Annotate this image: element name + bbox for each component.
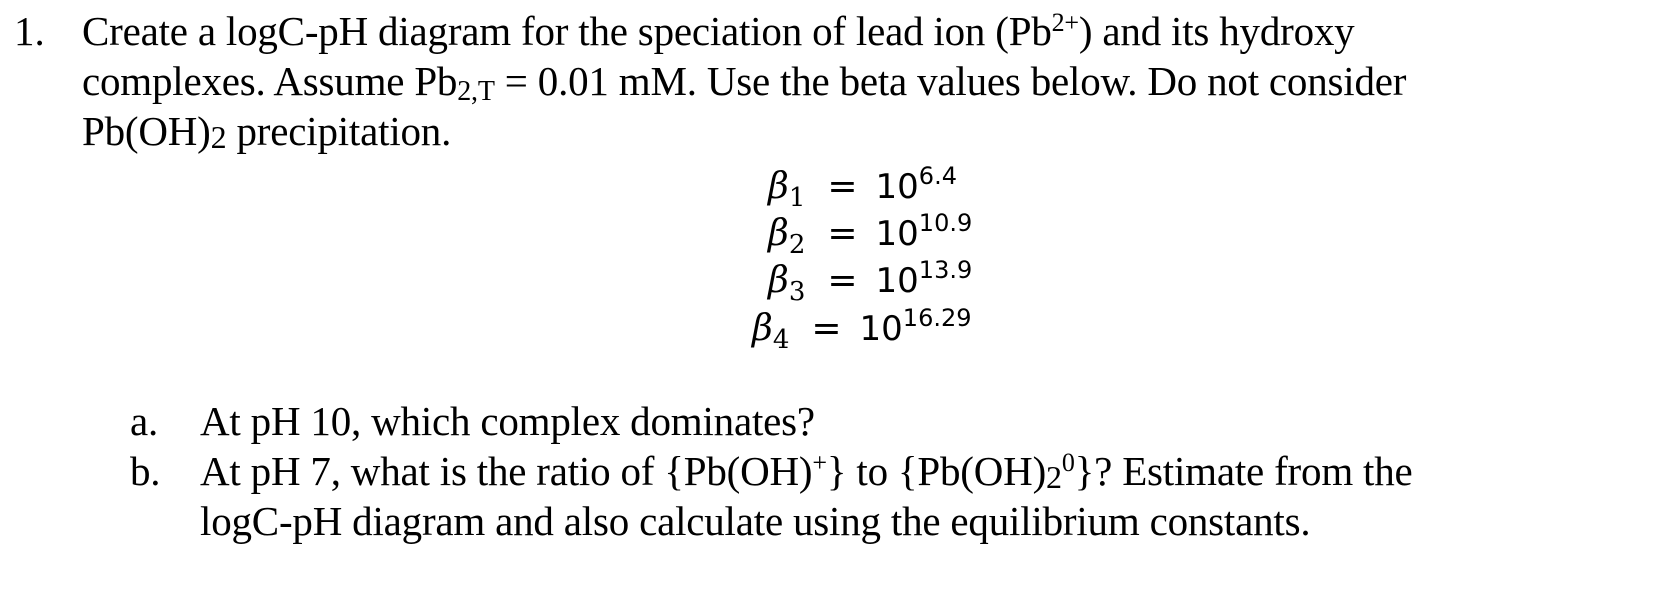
subquestion-text-line-2: logC-pH diagram and also calculate using the equilibrium constants.: [200, 498, 1311, 544]
charge-superscript: 2+: [1051, 8, 1079, 37]
problem-number: 1.: [14, 8, 45, 54]
beta-3-equation: $\beta_3 = 10^{13.9}$: [768, 256, 973, 307]
hydroxide-subscript: 2: [210, 119, 227, 155]
statement-line-2: complexes. Assume Pb2,T = 0.01 mM. Use the beta values below. Do not consider: [82, 58, 1407, 107]
subquestion-text: At pH 10, which complex dominates?: [200, 398, 815, 444]
subquestions: [130, 396, 1650, 546]
beta-2-equation: $\beta_2 = 10^{10.9}$: [768, 209, 973, 260]
subquestion-b: [130, 446, 1650, 546]
beta-4-equation: $\beta_4 = 10^{16.29}$: [752, 304, 972, 355]
subquestion-label: b.: [130, 448, 161, 494]
total-subscript: 2,T: [457, 76, 495, 107]
subquestion-a: [130, 396, 1650, 446]
problem-statement: [82, 6, 1662, 156]
statement-line-3: Pb(OH)2 precipitation.: [82, 108, 452, 155]
subquestion-label: a.: [130, 398, 159, 444]
statement-line-1: Create a logC-pH diagram for the speciation of lead ion $(Pb^{2+})$ and its hydroxy: [82, 8, 1355, 54]
subquestion-text-line-1: At pH 7, what is the ratio of {Pb(OH)+} to $\{Pb(OH)2^0\}$? Estimate from the: [200, 448, 1413, 495]
beta-1-equation: $\beta_1 = 10^{6.4}$: [768, 162, 957, 213]
